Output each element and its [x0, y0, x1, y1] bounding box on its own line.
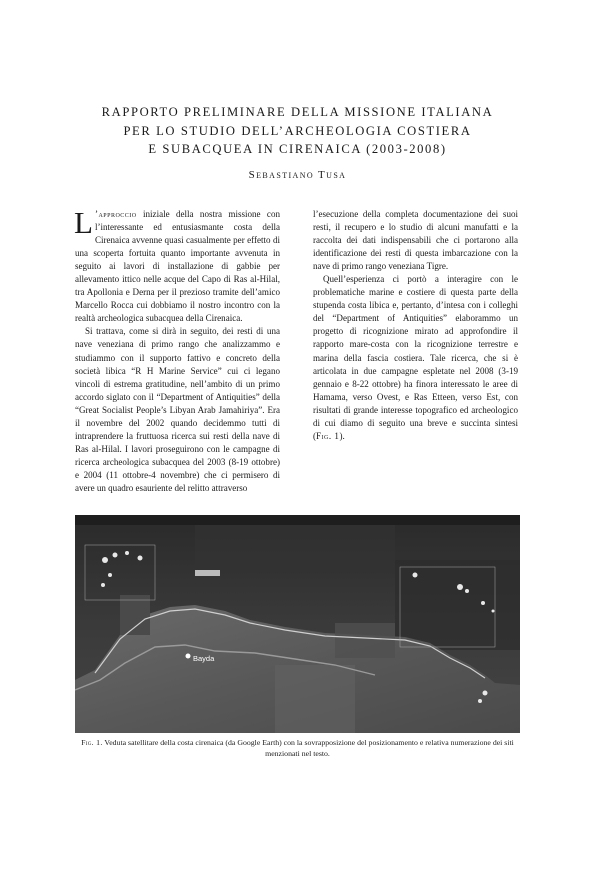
title-line-1: RAPPORTO PRELIMINARE DELLA MISSIONE ITALIANA: [101, 105, 494, 119]
paragraph-2-text-continued: l’esecuzione della completa documentazione dei suoi resti, il recupero e lo studio di alcuni manufatti e la raccolta dei dati indispensabili che ci portarono alla identificazione dei resti di questa imbarcazione con la nave di primo rango veneziana Tigre.: [313, 209, 518, 272]
site-marker: [108, 573, 112, 577]
drop-cap: L: [74, 205, 93, 240]
city-label: Bayda: [193, 654, 215, 663]
lead-words: ’approccio: [94, 209, 137, 219]
scale-bar: [195, 570, 220, 576]
title-line-2: PER LO STUDIO DELL’ARCHEOLOGIA COSTIERA: [123, 123, 472, 138]
land-tile-2: [335, 623, 395, 658]
caption-label: Fig. 1.: [81, 738, 103, 747]
paragraph-3-text: Quell’esperienza ci portò a interagire con le problematiche marine e costiere di questa parte della stupenda costa libica e, pertanto, d’intesa con i colleghi del “Department of Antiquities” elaborammo un progetto di ricognizione mirato ad approfondire il rapporto mare-costa con la ricognizione terrestre e marina della fascia costiera. Tale ricerca, che si è articolata in due campagne espletate nel 2008 (3-19 gennaio e 8-22 ottobre) ha finora interessato le aree di Hamama, verso Ovest, e Ras Etteen, verso Est, con risultati di grande interesse topografico ed archeologico di cui diamo di seguito una breve e succinta sintesi (: [313, 274, 518, 441]
caption-text: Veduta satellitare della costa cirenaica (da Google Earth) con la sovrapposizione del posizionamento e relativa numerazione dei siti menzionati nel testo.: [102, 738, 514, 758]
satellite-figure: [75, 515, 520, 733]
site-marker: [492, 610, 495, 613]
text-column-left: [74, 205, 280, 495]
paragraph-3-end: ).: [339, 430, 345, 441]
paragraph-2-continued: [313, 208, 518, 273]
title-line-3: E SUBACQUEA IN CIRENAICA (2003-2008): [148, 142, 447, 156]
paragraph-2-text: Si trattava, come si dirà in seguito, dei resti di una nave veneziana di primo rango che analizzammo e studiammo con il supporto fattivo e concreto della società libica “R H Marine Service” cui ci legano vincoli di estrema gratitudine, nell’ambito di un primo accordo siglato con il “Department of Antiquities” della “Great Socialist People’s Libyan Arab Jamahiriya”. Era il novembre del 2002 quando decidemmo tutti di intraprendere la fruttuosa ricerca sui resti della nave di Ras al-Hilal. I lavori proseguirono con le campagne di ricerca archeologica subacquea del 2003 (8-19 ottobre) e 2004 (11 ottobre-4 novembre) che ci permisero di avere un quadro esauriente del relitto attraverso: [75, 326, 280, 493]
site-marker: [465, 589, 469, 593]
site-marker: [125, 551, 129, 555]
site-marker: [138, 556, 143, 561]
sea-band-top: [75, 515, 520, 525]
paragraph-2: [75, 325, 280, 495]
satellite-image: [75, 515, 520, 733]
figure-reference: Fig. 1: [316, 430, 340, 441]
site-marker: [113, 553, 118, 558]
site-marker: [102, 557, 108, 563]
site-marker: [478, 699, 482, 703]
author-name: Sebastiano Tusa: [248, 169, 347, 181]
paragraph-1-text: iniziale della nostra missione con l’interessante ed entusiasmante costa della Cirenaica avvenne quasi casualmente per effetto di una scoperta fortuita quanto importante avvenuta in seguito ai lavori di installazione di gabbie per allevamento ittico nelle acque del Capo di Ras al-Hilal, tra Apollonia e Derna per il prezioso tramite dell’amico Marcello Rocca cui dobbiamo il nostro incontro con la realtà archeologica subacquea della Cirenaica.: [75, 209, 280, 324]
site-marker: [483, 691, 488, 696]
site-marker: [413, 573, 418, 578]
sea-tile: [195, 525, 395, 565]
site-marker: [457, 584, 463, 590]
city-marker: [186, 654, 191, 659]
text-column-right: [313, 208, 518, 443]
paragraph-3: [313, 273, 518, 443]
figure-caption: [75, 738, 520, 759]
site-marker: [101, 583, 105, 587]
paragraph-1: [74, 205, 280, 325]
land-tile-3: [275, 665, 355, 733]
site-marker: [481, 601, 485, 605]
land-tile-1: [120, 595, 150, 635]
article-title: [40, 103, 555, 159]
